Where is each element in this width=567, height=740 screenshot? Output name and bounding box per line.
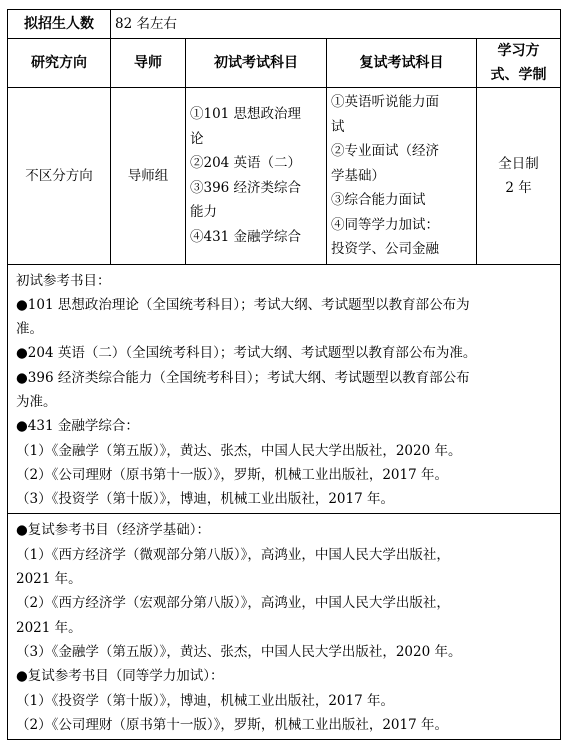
col-header-study-mode-line1: 学习方 [497, 43, 540, 59]
retest-subject-line: ①英语听说能力面 [331, 94, 439, 110]
initial-subject-line: 论 [190, 130, 204, 147]
retest-refs-cell [8, 514, 561, 740]
retest-refs-line: （1）《西方经济学（微观部分第八版）》，高鸿业，中国人民大学出版社， [16, 546, 450, 563]
study-duration: 2 年 [505, 179, 532, 196]
col-header-retest-subjects: 复试考试科目 [327, 39, 477, 88]
col-header-study-mode [477, 39, 561, 88]
initial-subject-line: 能力 [190, 204, 217, 221]
enrollment-row [8, 10, 561, 39]
initial-refs-line: （3）《投资学（第十版）》，博迪，机械工业出版社，2017 年。 [16, 491, 394, 508]
retest-subject-line: 学基础） [331, 167, 385, 184]
retest-subjects-cell [327, 88, 477, 265]
initial-refs-line: （1）《金融学（第五版）》，黄达、张杰，中国人民大学出版社，2020 年。 [16, 442, 462, 459]
header-row [8, 39, 561, 88]
admission-table [7, 9, 561, 740]
retest-refs-line: ●复试参考书目（经济学基础）： [16, 522, 211, 539]
initial-refs-row [8, 264, 561, 514]
initial-refs-cell [8, 264, 561, 514]
initial-subject-line: ③396 经济类综合 [190, 179, 302, 196]
initial-refs-line: ●431 金融学综合： [16, 418, 139, 435]
retest-refs-line: 2021 年。 [16, 619, 82, 636]
initial-subjects-cell [186, 88, 327, 265]
initial-refs-line: ●101 思想政治理论（全国统考科目）；考试大纲、考试题型以教育部公布为 [16, 296, 470, 313]
initial-subject-line: ②204 英语（二） [190, 155, 302, 172]
study-mode: 全日制 [498, 155, 539, 172]
retest-refs-row [8, 514, 561, 740]
enroll-value: 82 名左右 [111, 10, 561, 39]
col-header-supervisor: 导师 [111, 39, 186, 88]
retest-subject-line: 试 [331, 118, 345, 135]
program-row [8, 88, 561, 265]
direction-cell: 不区分方向 [8, 88, 111, 265]
col-header-direction: 研究方向 [8, 39, 111, 88]
enroll-label: 拟招生人数 [8, 10, 111, 39]
retest-refs-line: （1）《投资学（第十版）》，博迪，机械工业出版社，2017 年。 [16, 692, 394, 709]
retest-refs-line: （2）《西方经济学（宏观部分第八版）》，高鸿业，中国人民大学出版社， [16, 595, 450, 612]
initial-refs-line: 准。 [16, 321, 43, 338]
initial-refs-line: ●396 经济类综合能力（全国统考科目）；考试大纲、考试题型以教育部公布 [16, 369, 470, 386]
retest-subject-line: ③综合能力面试 [331, 192, 426, 208]
retest-subject-line: ②专业面试（经济 [331, 143, 439, 159]
initial-subject-line: ④431 金融学综合 [190, 228, 302, 245]
initial-refs-line: （2）《公司理财（原书第十一版）》，罗斯，机械工业出版社，2017 年。 [16, 466, 448, 483]
col-header-study-mode-line2: 式、学制 [490, 67, 547, 83]
retest-refs-line: ●复试参考书目（同等学力加试）： [16, 668, 224, 685]
initial-refs-line: 为准。 [16, 393, 57, 410]
retest-refs-line: （3）《金融学（第五版）》，黄达、张杰，中国人民大学出版社，2020 年。 [16, 643, 462, 660]
initial-refs-line: 初试参考书目： [16, 272, 111, 289]
study-mode-cell [477, 88, 561, 265]
initial-refs-line: ●204 英语（二）（全国统考科目）；考试大纲、考试题型以教育部公布为准。 [16, 345, 477, 362]
retest-subject-line: 投资学、公司金融 [331, 241, 439, 257]
supervisor-cell: 导师组 [111, 88, 186, 265]
initial-subject-line: ①101 思想政治理 [190, 106, 302, 123]
retest-subject-line: ④同等学力加试： [331, 216, 439, 233]
retest-refs-line: 2021 年。 [16, 571, 82, 588]
retest-refs-line: （2）《公司理财（原书第十一版）》，罗斯，机械工业出版社，2017 年。 [16, 716, 448, 733]
col-header-initial-subjects: 初试考试科目 [186, 39, 327, 88]
